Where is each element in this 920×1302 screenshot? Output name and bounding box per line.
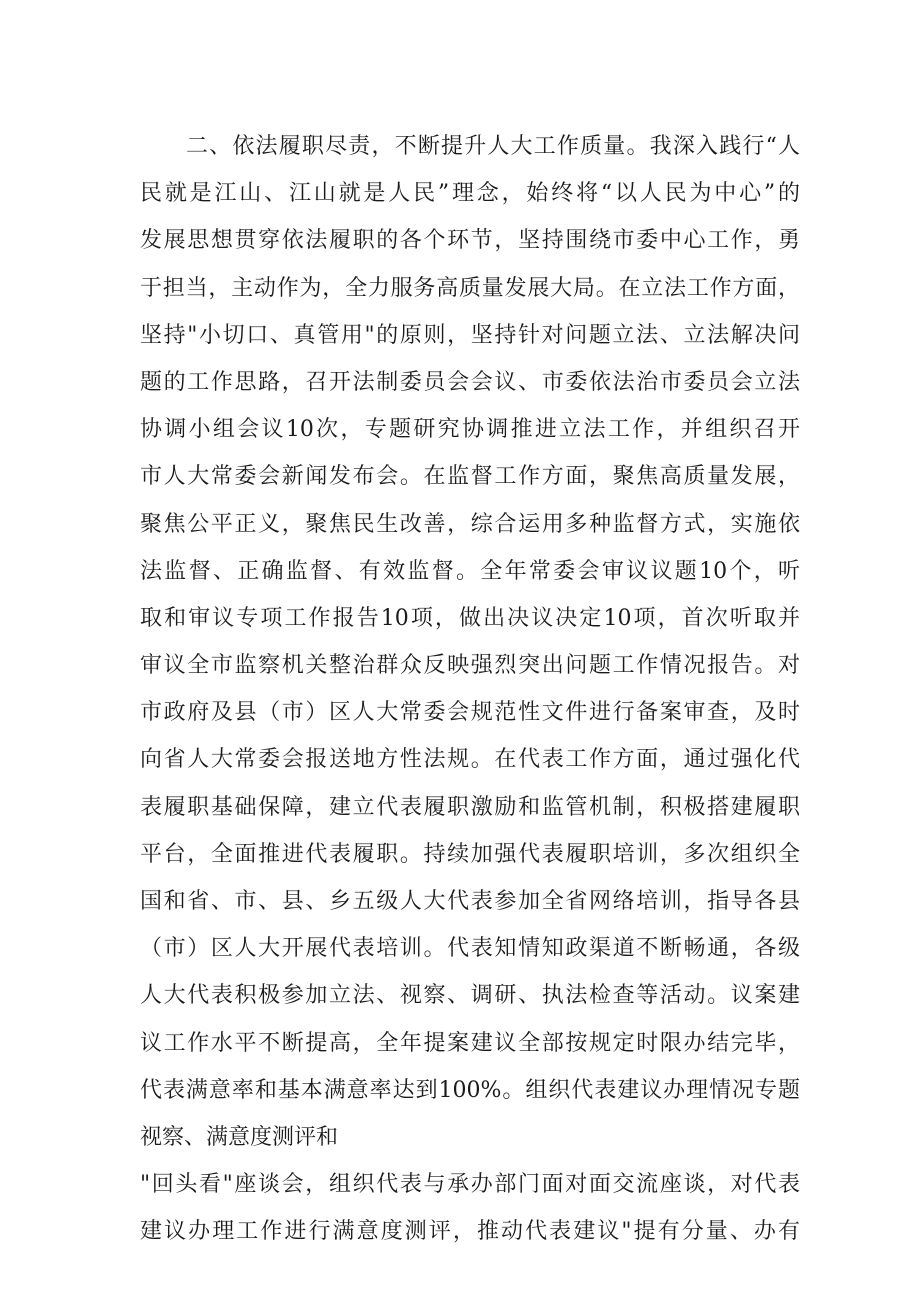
text-line: 题的工作思路，召开法制委员会会议、市委依法治市委员会立法 [140,369,800,395]
text-line: "回头看"座谈会，组织代表与承办部门面对面交流座谈，对代表 [140,1172,800,1198]
text-line: 取和审议专项工作报告10项，做出决议决定10项，首次听取并 [140,605,800,631]
text-line: 聚焦公平正义，聚焦民生改善，综合运用多种监督方式，实施依 [140,511,800,537]
text-line: 审议全市监察机关整治群众反映强烈突出问题工作情况报告。对 [140,653,800,679]
text-line: 表履职基础保障，建立代表履职激励和监管机制，积极搭建履职 [140,794,800,820]
text-line: 视察、满意度测评和 [140,1124,339,1150]
body-paragraph [140,123,800,1256]
text-line: 国和省、市、县、乡五级人大代表参加全省网络培训，指导各县 [140,889,800,914]
text-line: （市）区人大开展代表培训。代表知情知政渠道不断畅通，各级 [140,936,800,962]
text-line: 民就是江山、江山就是人民”理念，始终将“以人民为中心”的 [140,181,800,207]
text-line: 市人大常委会新闻发布会。在监督工作方面，聚焦高质量发展， [140,464,800,490]
text-line: 向省人大常委会报送地方性法规。在代表工作方面，通过强化代 [140,747,800,773]
text-line: 建议办理工作进行满意度测评，推动代表建议"提有分量、办有 [140,1219,800,1245]
text-line: 于担当，主动作为，全力服务高质量发展大局。在立法工作方面， [140,275,800,301]
text-line: 代表满意率和基本满意率达到100%。组织代表建议办理情况专题 [140,1077,800,1103]
text-line: 议工作水平不断提高，全年提案建议全部按规定时限办结完毕， [140,1030,800,1056]
text-line: 人大代表积极参加立法、视察、调研、执法检查等活动。议案建 [140,983,800,1009]
text-line: 法监督、正确监督、有效监督。全年常委会审议议题10个，听 [140,558,800,584]
text-line: 发展思想贯穿依法履职的各个环节，坚持围绕市委中心工作，勇 [140,228,800,254]
text-line: 市政府及县（市）区人大常委会规范性文件进行备案审查，及时 [140,700,800,726]
text-line: 协调小组会议10次，专题研究协调推进立法工作，并组织召开 [140,417,800,443]
text-line: 平台，全面推进代表履职。持续加强代表履职培训，多次组织全 [140,841,800,867]
text-line: 二、依法履职尽责，不断提升人大工作质量。我深入践行“人 [186,134,800,159]
text-line: 坚持"小切口、真管用"的原则，坚持针对问题立法、立法解决问 [140,322,800,348]
